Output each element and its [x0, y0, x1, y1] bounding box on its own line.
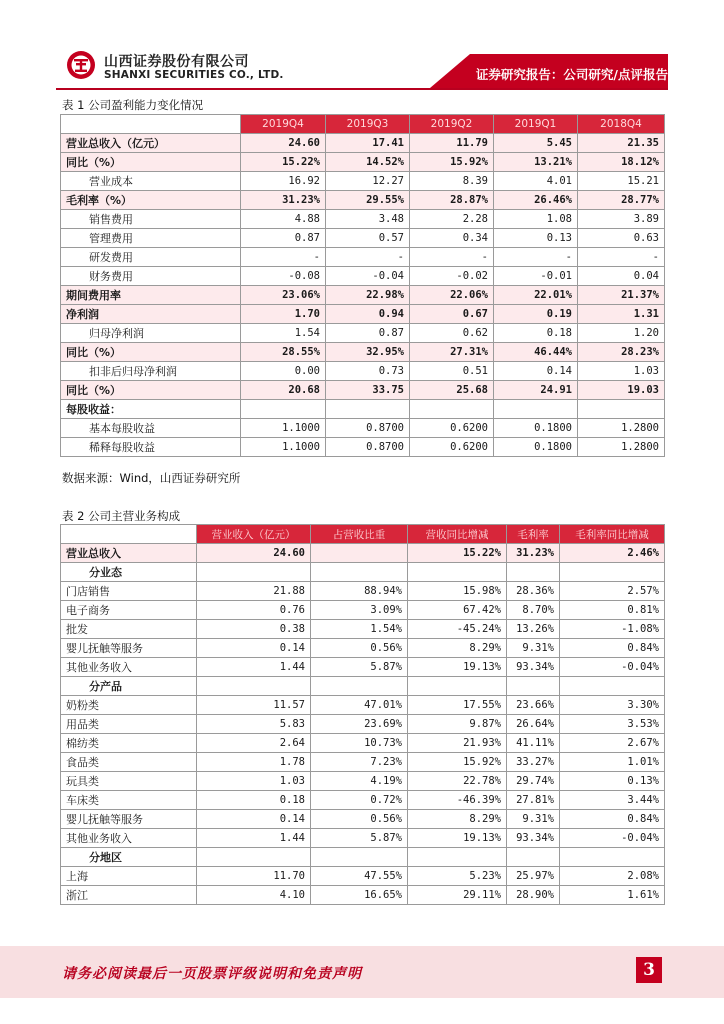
table-row [61, 153, 665, 172]
cell-value: 93.34% [507, 658, 560, 677]
table-row [61, 791, 665, 810]
cell-value: -1.08% [560, 620, 665, 639]
cell-value [494, 400, 578, 419]
cell-value: 0.73 [326, 362, 410, 381]
cell-value: 9.31% [507, 639, 560, 658]
row-label: 棉纺类 [61, 734, 197, 753]
cell-value: -46.39% [408, 791, 507, 810]
cell-value: -45.24% [408, 620, 507, 639]
cell-value: 28.36% [507, 582, 560, 601]
cell-value: 4.01 [494, 172, 578, 191]
cell-value: 3.30% [560, 696, 665, 715]
cell-value: 17.41 [326, 134, 410, 153]
cell-value: 22.06% [410, 286, 494, 305]
cell-value: 24.91 [494, 381, 578, 400]
cell-value [408, 677, 507, 696]
table2-body [61, 544, 665, 905]
cell-value [507, 677, 560, 696]
cell-value: 22.01% [494, 286, 578, 305]
table-row [61, 601, 665, 620]
cell-value [311, 848, 408, 867]
cell-value: 0.6200 [410, 419, 494, 438]
table1-caption: 表 1 公司盈利能力变化情况 [62, 98, 204, 112]
cell-value: -0.02 [410, 267, 494, 286]
row-label: 门店销售 [61, 582, 197, 601]
table-row [61, 210, 665, 229]
cell-value: 1.44 [197, 829, 311, 848]
cell-value: 0.56% [311, 639, 408, 658]
cell-value: 1.61% [560, 886, 665, 905]
page-number: 3 [636, 957, 662, 983]
table-row [61, 734, 665, 753]
table-row [61, 677, 665, 696]
row-label: 每股收益： [61, 400, 241, 419]
row-label: 批发 [61, 620, 197, 639]
cell-value: 13.26% [507, 620, 560, 639]
cell-value: 12.27 [326, 172, 410, 191]
page-header [0, 0, 724, 96]
cell-value: - [410, 248, 494, 267]
cell-value [311, 677, 408, 696]
table-row [61, 362, 665, 381]
column-header: 毛利率 [507, 525, 560, 544]
table-row [61, 381, 665, 400]
cell-value: 0.8700 [326, 438, 410, 457]
row-label: 其他业务收入 [61, 658, 197, 677]
cell-value: 8.70% [507, 601, 560, 620]
table-row [61, 848, 665, 867]
cell-value: 1.70 [241, 305, 326, 324]
report-type-label: 证券研究报告：公司研究/点评报告 [475, 67, 668, 82]
cell-value: 0.14 [494, 362, 578, 381]
cell-value: 1.01% [560, 753, 665, 772]
cell-value: 10.73% [311, 734, 408, 753]
cell-value: 18.12% [578, 153, 665, 172]
cell-value: 15.98% [408, 582, 507, 601]
cell-value: - [494, 248, 578, 267]
cell-value: 23.66% [507, 696, 560, 715]
cell-value: 0.18 [494, 324, 578, 343]
cell-value: 15.22% [408, 544, 507, 563]
cell-value: 32.95% [326, 343, 410, 362]
cell-value: 11.70 [197, 867, 311, 886]
cell-value: 16.65% [311, 886, 408, 905]
company-name-cn: 山西证券股份有限公司 [104, 54, 249, 70]
table-row [61, 886, 665, 905]
cell-value: 14.52% [326, 153, 410, 172]
cell-value: 0.94 [326, 305, 410, 324]
cell-value: 0.18 [197, 791, 311, 810]
row-label: 婴儿抚触等服务 [61, 639, 197, 658]
row-label: 浙江 [61, 886, 197, 905]
row-label: 同比（%） [61, 153, 241, 172]
cell-value [560, 677, 665, 696]
cell-value: 28.23% [578, 343, 665, 362]
cell-value: -0.01 [494, 267, 578, 286]
cell-value: 5.87% [311, 829, 408, 848]
cell-value: 19.03 [578, 381, 665, 400]
table-row [61, 343, 665, 362]
cell-value: - [578, 248, 665, 267]
cell-value: - [326, 248, 410, 267]
cell-value: 19.13% [408, 829, 507, 848]
cell-value: 0.8700 [326, 419, 410, 438]
cell-value: -0.08 [241, 267, 326, 286]
table-row [61, 324, 665, 343]
cell-value: 0.1800 [494, 419, 578, 438]
table-row [61, 563, 665, 582]
row-label: 销售费用 [61, 210, 241, 229]
cell-value: 15.92% [408, 753, 507, 772]
cell-value: 11.57 [197, 696, 311, 715]
cell-value: 15.22% [241, 153, 326, 172]
cell-value: 28.87% [410, 191, 494, 210]
table-row [61, 582, 665, 601]
cell-value: 4.88 [241, 210, 326, 229]
cell-value: 15.21 [578, 172, 665, 191]
cell-value: 25.97% [507, 867, 560, 886]
table-row [61, 267, 665, 286]
row-label: 婴儿抚触等服务 [61, 810, 197, 829]
cell-value: 28.77% [578, 191, 665, 210]
cell-value: 28.90% [507, 886, 560, 905]
disclaimer-notice: 请务必阅读最后一页股票评级说明和免责声明 [62, 966, 362, 982]
row-label: 玩具类 [61, 772, 197, 791]
cell-value: 0.19 [494, 305, 578, 324]
cell-value: 21.35 [578, 134, 665, 153]
cell-value: 1.31 [578, 305, 665, 324]
table-row [61, 191, 665, 210]
cell-value: 5.83 [197, 715, 311, 734]
table-row [61, 400, 665, 419]
cell-value: 29.74% [507, 772, 560, 791]
cell-value: 33.27% [507, 753, 560, 772]
column-header: 2019Q3 [326, 115, 410, 134]
cell-value: 0.81% [560, 601, 665, 620]
cell-value: 0.6200 [410, 438, 494, 457]
cell-value: 46.44% [494, 343, 578, 362]
cell-value: 0.87 [241, 229, 326, 248]
table-row [61, 639, 665, 658]
cell-value: 24.60 [197, 544, 311, 563]
cell-value: 0.1800 [494, 438, 578, 457]
cell-value: 5.45 [494, 134, 578, 153]
cell-value: 9.31% [507, 810, 560, 829]
cell-value: 29.11% [408, 886, 507, 905]
cell-value: 9.87% [408, 715, 507, 734]
company-name-en: SHANXI SECURITIES CO., LTD. [104, 69, 284, 81]
profitability-table [60, 114, 665, 457]
cell-value: 4.10 [197, 886, 311, 905]
row-label: 电子商务 [61, 601, 197, 620]
cell-value: 2.08% [560, 867, 665, 886]
header-divider [56, 88, 668, 90]
cell-value: 1.03 [578, 362, 665, 381]
row-label: 净利润 [61, 305, 241, 324]
cell-value: 0.04 [578, 267, 665, 286]
cell-value: 15.92% [410, 153, 494, 172]
cell-value: 26.46% [494, 191, 578, 210]
row-label: 同比（%） [61, 381, 241, 400]
cell-value: 1.1000 [241, 438, 326, 457]
cell-value: 0.34 [410, 229, 494, 248]
row-label: 上海 [61, 867, 197, 886]
cell-value: 41.11% [507, 734, 560, 753]
page-footer [0, 946, 724, 998]
row-label: 分地区 [61, 848, 197, 867]
cell-value: 20.68 [241, 381, 326, 400]
cell-value: 29.55% [326, 191, 410, 210]
row-label: 同比（%） [61, 343, 241, 362]
cell-value: 0.62 [410, 324, 494, 343]
cell-value: 0.84% [560, 639, 665, 658]
cell-value: 4.19% [311, 772, 408, 791]
table-row [61, 305, 665, 324]
table2-header-row [61, 525, 665, 544]
column-header [61, 525, 197, 544]
column-header: 2019Q2 [410, 115, 494, 134]
column-header [61, 115, 241, 134]
cell-value: 8.29% [408, 810, 507, 829]
cell-value: 0.14 [197, 639, 311, 658]
cell-value: 0.76 [197, 601, 311, 620]
table-row [61, 696, 665, 715]
row-label: 研发费用 [61, 248, 241, 267]
cell-value: 22.98% [326, 286, 410, 305]
cell-value: 1.44 [197, 658, 311, 677]
table-row [61, 715, 665, 734]
cell-value: 1.54 [241, 324, 326, 343]
column-header: 占营收比重 [311, 525, 408, 544]
cell-value: 25.68 [410, 381, 494, 400]
table-row [61, 544, 665, 563]
cell-value: 24.60 [241, 134, 326, 153]
row-label: 其他业务收入 [61, 829, 197, 848]
table2-caption: 表 2 公司主营业务构成 [62, 509, 181, 523]
row-label: 稀释每股收益 [61, 438, 241, 457]
cell-value: 2.64 [197, 734, 311, 753]
table-row [61, 753, 665, 772]
cell-value: 0.51 [410, 362, 494, 381]
column-header: 2019Q4 [241, 115, 326, 134]
table1-header-row [61, 115, 665, 134]
cell-value [507, 848, 560, 867]
cell-value: 1.03 [197, 772, 311, 791]
cell-value: 5.23% [408, 867, 507, 886]
cell-value [197, 677, 311, 696]
row-label: 基本每股收益 [61, 419, 241, 438]
cell-value: 1.1000 [241, 419, 326, 438]
table-row [61, 419, 665, 438]
cell-value: 0.63 [578, 229, 665, 248]
row-label: 毛利率（%） [61, 191, 241, 210]
cell-value: 0.57 [326, 229, 410, 248]
cell-value: 21.88 [197, 582, 311, 601]
cell-value [507, 563, 560, 582]
cell-value [197, 848, 311, 867]
cell-value: 2.67% [560, 734, 665, 753]
cell-value: 3.09% [311, 601, 408, 620]
table-row [61, 867, 665, 886]
data-source-note: 数据来源：Wind，山西证券研究所 [62, 471, 241, 485]
row-label: 财务费用 [61, 267, 241, 286]
cell-value [326, 400, 410, 419]
cell-value: 0.56% [311, 810, 408, 829]
table-row [61, 772, 665, 791]
cell-value: 7.23% [311, 753, 408, 772]
cell-value [241, 400, 326, 419]
cell-value: 47.01% [311, 696, 408, 715]
cell-value: 23.06% [241, 286, 326, 305]
cell-value: -0.04% [560, 829, 665, 848]
cell-value: 0.13% [560, 772, 665, 791]
cell-value [408, 563, 507, 582]
table-row [61, 620, 665, 639]
cell-value: 0.38 [197, 620, 311, 639]
cell-value: 47.55% [311, 867, 408, 886]
cell-value: 2.57% [560, 582, 665, 601]
cell-value: 13.21% [494, 153, 578, 172]
cell-value [408, 848, 507, 867]
cell-value: 3.44% [560, 791, 665, 810]
table-row [61, 810, 665, 829]
table-row [61, 438, 665, 457]
cell-value: 1.08 [494, 210, 578, 229]
table-row [61, 286, 665, 305]
cell-value: 1.54% [311, 620, 408, 639]
cell-value: 88.94% [311, 582, 408, 601]
cell-value: 19.13% [408, 658, 507, 677]
column-header: 营收同比增减 [408, 525, 507, 544]
cell-value: 33.75 [326, 381, 410, 400]
business-composition-table [60, 524, 665, 905]
cell-value: 67.42% [408, 601, 507, 620]
column-header: 毛利率同比增减 [560, 525, 665, 544]
cell-value [311, 563, 408, 582]
cell-value: 1.2800 [578, 438, 665, 457]
cell-value: 8.29% [408, 639, 507, 658]
cell-value: 3.53% [560, 715, 665, 734]
cell-value: 16.92 [241, 172, 326, 191]
table-row [61, 829, 665, 848]
cell-value: 27.81% [507, 791, 560, 810]
table-row [61, 248, 665, 267]
table-row [61, 658, 665, 677]
row-label: 期间费用率 [61, 286, 241, 305]
row-label: 奶粉类 [61, 696, 197, 715]
table-row [61, 229, 665, 248]
row-label: 归母净利润 [61, 324, 241, 343]
cell-value: 22.78% [408, 772, 507, 791]
column-header: 2018Q4 [578, 115, 665, 134]
cell-value: 21.37% [578, 286, 665, 305]
cell-value: 0.13 [494, 229, 578, 248]
cell-value: 93.34% [507, 829, 560, 848]
table-row [61, 172, 665, 191]
cell-value [197, 563, 311, 582]
cell-value [560, 563, 665, 582]
cell-value: 8.39 [410, 172, 494, 191]
column-header: 2019Q1 [494, 115, 578, 134]
row-label: 扣非后归母净利润 [61, 362, 241, 381]
cell-value: -0.04 [326, 267, 410, 286]
row-label: 管理费用 [61, 229, 241, 248]
cell-value [560, 848, 665, 867]
cell-value: 3.89 [578, 210, 665, 229]
cell-value: 0.00 [241, 362, 326, 381]
cell-value [578, 400, 665, 419]
cell-value [311, 544, 408, 563]
row-label: 用品类 [61, 715, 197, 734]
cell-value: 31.23% [507, 544, 560, 563]
row-label: 食品类 [61, 753, 197, 772]
row-label: 车床类 [61, 791, 197, 810]
row-label: 营业总收入（亿元） [61, 134, 241, 153]
cell-value: 0.72% [311, 791, 408, 810]
cell-value: 1.20 [578, 324, 665, 343]
cell-value: 23.69% [311, 715, 408, 734]
table1-body [61, 134, 665, 457]
cell-value: 0.14 [197, 810, 311, 829]
cell-value: -0.04% [560, 658, 665, 677]
cell-value: 28.55% [241, 343, 326, 362]
table-row [61, 134, 665, 153]
cell-value: 2.28 [410, 210, 494, 229]
cell-value: 1.2800 [578, 419, 665, 438]
cell-value: 2.46% [560, 544, 665, 563]
row-label: 分产品 [61, 677, 197, 696]
cell-value: 0.84% [560, 810, 665, 829]
row-label: 分业态 [61, 563, 197, 582]
cell-value: 0.87 [326, 324, 410, 343]
cell-value: 5.87% [311, 658, 408, 677]
cell-value: 1.78 [197, 753, 311, 772]
cell-value: 3.48 [326, 210, 410, 229]
column-header: 营业收入（亿元） [197, 525, 311, 544]
cell-value: 26.64% [507, 715, 560, 734]
cell-value: 27.31% [410, 343, 494, 362]
row-label: 营业总收入 [61, 544, 197, 563]
cell-value: 31.23% [241, 191, 326, 210]
cell-value: - [241, 248, 326, 267]
cell-value: 11.79 [410, 134, 494, 153]
cell-value: 21.93% [408, 734, 507, 753]
cell-value: 17.55% [408, 696, 507, 715]
cell-value: 0.67 [410, 305, 494, 324]
cell-value [410, 400, 494, 419]
row-label: 营业成本 [61, 172, 241, 191]
